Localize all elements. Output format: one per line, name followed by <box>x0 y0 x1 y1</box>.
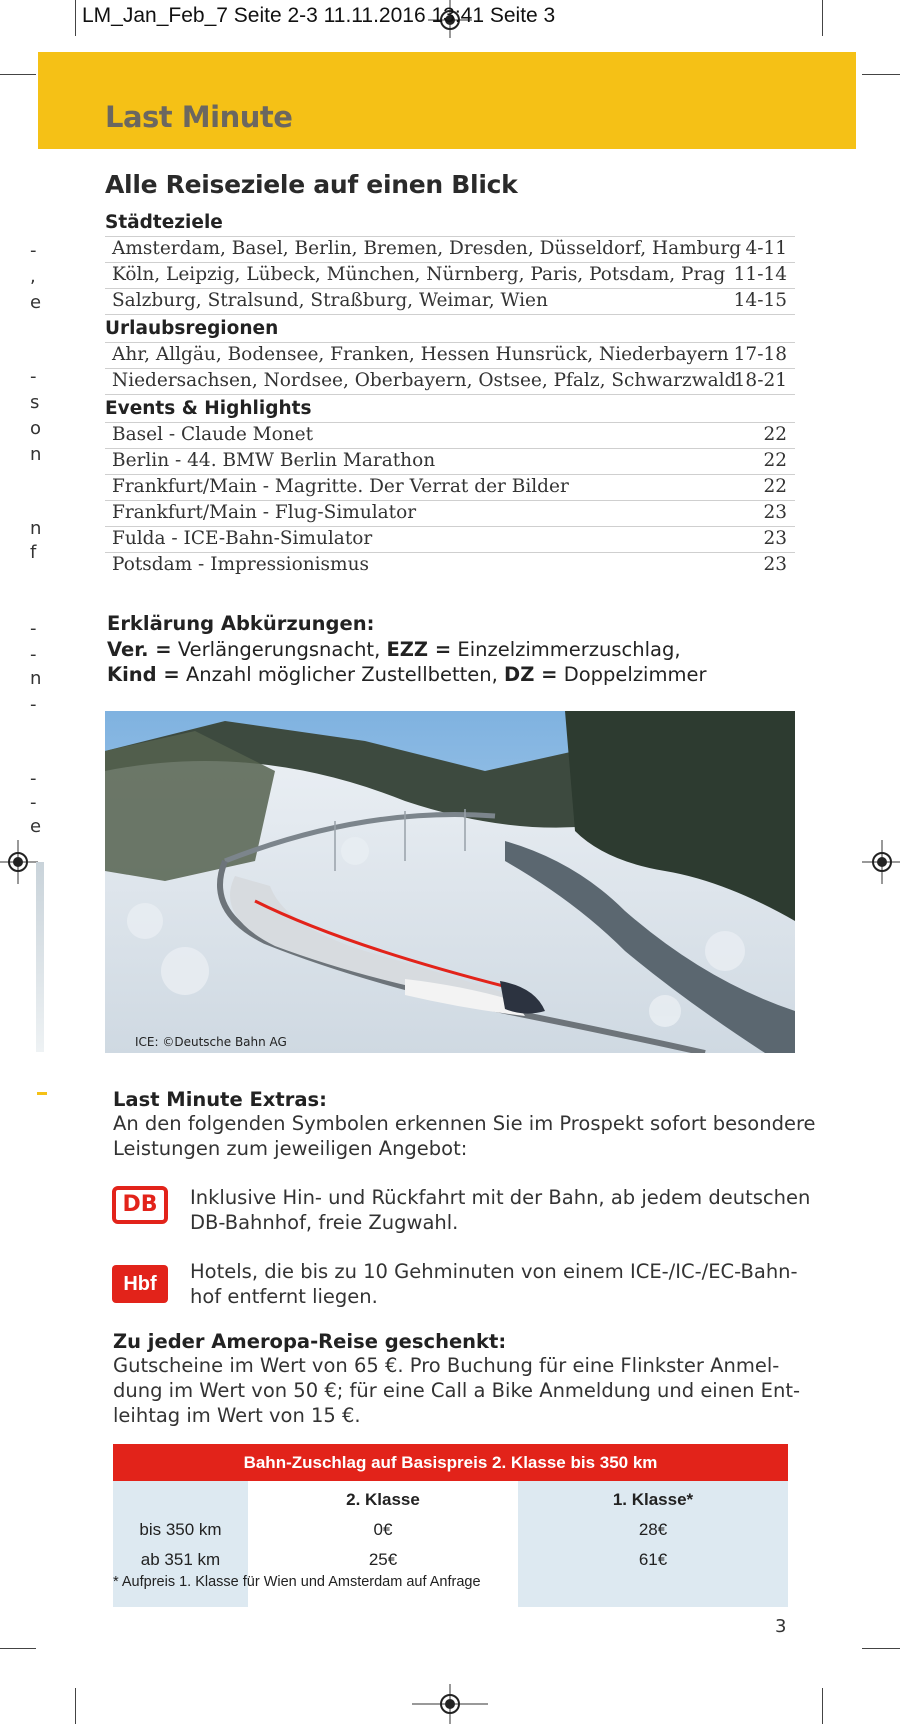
bleed-text: - <box>30 768 37 789</box>
bleed-strip <box>36 862 44 1052</box>
abbreviations-title: Erklärung Abkürzungen: <box>107 612 375 635</box>
crop-mark <box>0 1648 36 1649</box>
crop-mark <box>862 1648 900 1649</box>
toc-row: Basel - Claude Monet 22 <box>105 422 795 449</box>
extras-title: Last Minute Extras: <box>113 1088 327 1111</box>
table-cell: 61€ <box>638 1550 668 1569</box>
abbreviations-line-1: Ver. = Verlängerungsnacht, EZZ = Einzelzimmerzuschlag, <box>107 638 681 661</box>
table-header-cell: 2. Klasse <box>346 1490 420 1509</box>
bleed-text: o <box>30 418 42 439</box>
crop-mark <box>862 74 900 75</box>
photo-copyright: ICE: ©Deutsche Bahn AG <box>135 1035 287 1049</box>
toc-divider <box>105 394 795 396</box>
toc-row: Frankfurt/Main - Magritte. Der Verrat der Bilder 22 <box>105 474 795 501</box>
winter-train-illustration <box>105 711 795 1053</box>
table-header-cell: 1. Klasse* <box>612 1490 694 1509</box>
bleed-text: - <box>30 240 37 261</box>
bleed-text: n <box>30 444 42 465</box>
db-text-1: Inklusive Hin- und Rückfahrt mit der Bahn, ab jedem deutschen <box>190 1186 811 1209</box>
bleed-text: e <box>30 292 42 313</box>
bleed-text: - <box>30 618 37 639</box>
crop-mark <box>75 0 76 36</box>
registration-mark-icon <box>0 840 38 884</box>
db-text-2: DB-Bahnhof, freie Zugwahl. <box>190 1211 459 1234</box>
hbf-text-2: hof entfernt liegen. <box>190 1285 378 1308</box>
extras-intro-1: An den folgenden Symbolen erkennen Sie im Prospekt sofort besondere <box>113 1112 816 1135</box>
crop-mark <box>0 74 36 75</box>
toc-row: Frankfurt/Main - Flug-Simulator 23 <box>105 500 795 527</box>
bleed-text: - <box>30 644 37 665</box>
page-number: 3 <box>775 1616 787 1637</box>
hbf-text-1: Hotels, die bis zu 10 Gehminuten von einem ICE-/IC-/EC-Bahn- <box>190 1260 798 1283</box>
gift-line-1: Gutscheine im Wert von 65 €. Pro Buchung für eine Flinkster Anmel- <box>113 1354 780 1377</box>
toc-row: Potsdam - Impressionismus 23 <box>105 552 795 579</box>
toc-row: Ahr, Allgäu, Bodensee, Franken, Hessen Hunsrück, Niederbayern 17-18 <box>105 342 795 369</box>
gift-line-3: leihtag im Wert von 15 €. <box>113 1404 361 1427</box>
table-cell: 0€ <box>373 1520 393 1539</box>
toc-row: Salzburg, Stralsund, Straßburg, Weimar, Wien 14-15 <box>105 288 795 315</box>
crop-mark <box>822 0 823 36</box>
registration-mark-icon <box>862 840 900 884</box>
gift-title: Zu jeder Ameropa-Reise geschenkt: <box>113 1330 507 1353</box>
bleed-text: n <box>30 518 42 539</box>
page-title: Last Minute <box>105 100 293 134</box>
toc-heading: Alle Reiseziele auf einen Blick <box>105 170 518 199</box>
table-row-label: bis 350 km <box>139 1520 222 1539</box>
price-table-title: Bahn-Zuschlag auf Basispreis 2. Klasse bis 350 km <box>113 1444 788 1481</box>
table-cell: 25€ <box>368 1550 398 1569</box>
table-row-label: ab 351 km <box>140 1550 221 1569</box>
bleed-text: - <box>30 694 37 715</box>
toc-divider <box>105 314 795 316</box>
registration-mark-icon <box>412 1684 488 1724</box>
section-title-regions: Urlaubsregionen <box>105 318 279 339</box>
train-photo <box>105 711 795 1053</box>
table-cell: 28€ <box>638 1520 668 1539</box>
table-footnote: * Aufpreis 1. Klasse für Wien und Amsterdam auf Anfrage <box>113 1574 481 1590</box>
abbreviations-line-2: Kind = Anzahl möglicher Zustellbetten, DZ = Doppelzimmer <box>107 663 707 686</box>
toc-row: Fulda - ICE-Bahn-Simulator 23 <box>105 526 795 553</box>
bleed-accent <box>37 1092 47 1095</box>
crop-mark <box>822 1688 823 1724</box>
toc-row: Niedersachsen, Nordsee, Oberbayern, Ostsee, Pfalz, Schwarzwald 18-21 <box>105 368 795 395</box>
extras-intro-2: Leistungen zum jeweiligen Angebot: <box>113 1137 468 1160</box>
toc-row: Berlin - 44. BMW Berlin Marathon 22 <box>105 448 795 475</box>
toc-row: Köln, Leipzig, Lübeck, München, Nürnberg, Paris, Potsdam, Prag 11-14 <box>105 262 795 289</box>
bleed-text: f <box>30 542 37 563</box>
bleed-text: s <box>30 392 40 413</box>
bleed-text: - <box>30 366 37 387</box>
hbf-logo-icon: Hbf <box>112 1265 168 1303</box>
bleed-text: e <box>30 816 42 837</box>
print-slug: LM_Jan_Feb_7 Seite 2-3 11.11.2016 13:41 Seite 3 <box>82 4 556 27</box>
bleed-text: - <box>30 792 37 813</box>
section-title-events: Events & Highlights <box>105 398 312 419</box>
gift-line-2: dung im Wert von 50 €; für eine Call a Bike Anmeldung und einen Ent- <box>113 1379 801 1402</box>
db-logo-icon: DB <box>112 1186 168 1224</box>
crop-mark <box>75 1688 76 1724</box>
toc-row: Amsterdam, Basel, Berlin, Bremen, Dresden, Düsseldorf, Hamburg 4-11 <box>105 236 795 263</box>
bleed-text: n <box>30 668 42 689</box>
section-title-cities: Städteziele <box>105 212 223 233</box>
bleed-text: , <box>30 266 36 287</box>
